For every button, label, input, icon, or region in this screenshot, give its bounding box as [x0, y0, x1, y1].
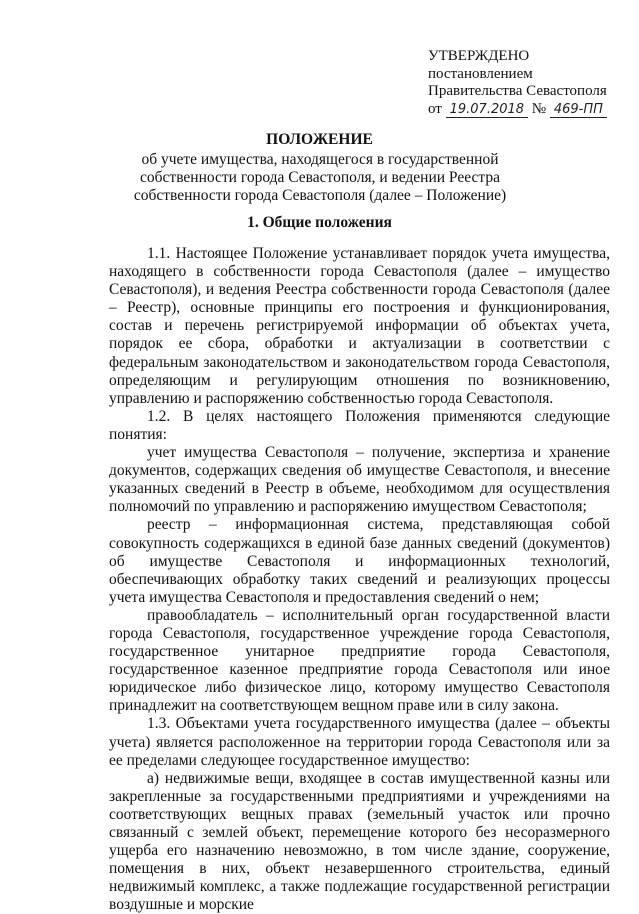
paragraph: 1.3. Объектами учета государственного имущества (далее – объекты учета) является расположенное на территории города Севастополя или за ее пределами следующее государственное имущество: — [109, 715, 610, 769]
document-body — [109, 245, 610, 914]
paragraph: реестр – информационная система, представляющая собой совокупность содержащихся в единой базе данных сведений (документов) об имуществе Севастополя и информационных технологий, обеспечивающих обработку таких сведений и реализующих процессы учета имущества Севастополя и предоставления сведений о нем; — [109, 516, 610, 606]
approval-resolution: постановлением — [428, 65, 533, 82]
paragraph: а) недвижимые вещи, входящее в состав имущественной казны или закрепленные за государственными предприятиями и учреждениями на соответствующих вещных правах (земельный участок или прочно связанный с землей объект, перемещение которого без несоразмерного ущерба его назначению невозможно, в том числе здание, сооружение, помещения в них, объект незавершенного строительства, единый недвижимый комплекс, а также подлежащие государственной регистрации воздушные и морские — [109, 769, 610, 914]
approval-heading: УТВЕРЖДЕНО — [428, 48, 530, 64]
approval-authority: Правительства Севастополя — [428, 83, 607, 99]
paragraph: правообладатель – исполнительный орган государственной власти города Севастополя, государственное учреждение города Севастополя, государственное унитарное предприятие города Севастополя, государственное казенное предприятие города Севастополя или иное юридическое либо физическое лицо, которому имущество Севастополя принадлежит на соответствующем вещном праве или в силу закона. — [109, 606, 610, 715]
section-heading: 1. Общие положения — [247, 214, 392, 231]
document-subtitle: об учете имущества, находящегося в государственной собственности города Севастополя, и ведении Реестра собственности города Севастополя (далее – Положение) — [133, 151, 507, 204]
date-prefix: от — [428, 100, 442, 117]
document-title: ПОЛОЖЕНИЕ — [266, 131, 373, 148]
approval-date-number — [428, 101, 607, 119]
paragraph: 1.1. Настоящее Положение устанавливает порядок учета имущества, находящего в собственности города Севастополя (далее – имущество Севастополя), и ведения Реестра собственности города Севастополя (далее – Реестр), основные принципы его построения и функционирования, состав и перечень регистрируемой информации об объектах учета, порядок ее сбора, обработки и актуализации в соответствии с федеральным законодательством и законодательством города Севастополя, определяющим и регулирующим отношения по возникновению, управлению и распоряжению собственностью города Севастополя. — [109, 245, 610, 407]
paragraph: учет имущества Севастополя – получение, экспертиза и хранение документов, содержащих сведения об имуществе Севастополя, и внесение указанных сведений в Реестр в объеме, необходимом для осуществления полномочий по управлению и распоряжению имуществом Севастополя; — [109, 444, 610, 516]
paragraph: 1.2. В целях настоящего Положения применяются следующие понятия: — [109, 407, 610, 443]
approval-date: 19.07.2018 — [446, 102, 528, 118]
number-prefix: № — [531, 100, 547, 117]
approval-stamp — [428, 48, 607, 118]
approval-number: 469-ПП — [550, 102, 607, 118]
